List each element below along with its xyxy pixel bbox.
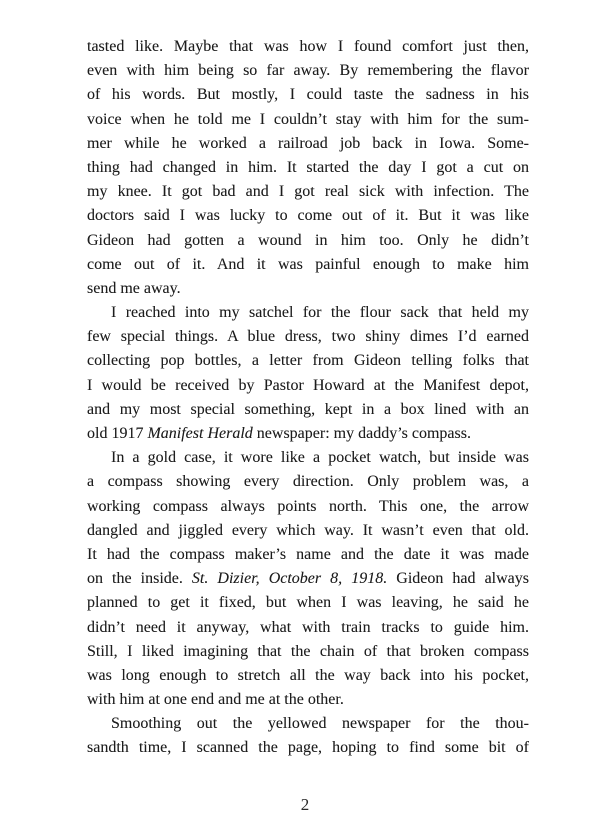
italic-text: Manifest Herald (147, 425, 253, 442)
text-line: collecting pop bottles, a letter from Gideon telling folks that (87, 352, 529, 370)
text-line: doctors said I was lucky to come out of it. But it was like (87, 207, 529, 225)
text-line: voice when he told me I couldn’t stay with him for the sum- (87, 110, 529, 128)
text-line: of his words. But mostly, I could taste the sadness in his (87, 86, 529, 104)
text-line: come out of it. And it was painful enough to make him (87, 255, 529, 273)
paragraph (87, 35, 529, 301)
italic-text: St. Dizier, October 8, 1918. (191, 570, 388, 588)
text-line: In a gold case, it wore like a pocket watch, but inside was (111, 449, 529, 467)
text-line: planned to get it fixed, but when I was leaving, he said he (87, 594, 529, 612)
text-line: didn’t need it anyway, what with train tracks to guide him. (87, 618, 529, 636)
text-line: mer while he worked a railroad job back in Iowa. Some- (87, 134, 529, 152)
text-line: tasted like. Maybe that was how I found comfort just then, (87, 38, 529, 55)
paragraph (87, 301, 529, 446)
paragraph (87, 446, 529, 712)
text-line: I reached into my satchel for the flour sack that held my (111, 304, 529, 322)
text-line: working compass always points north. This one, the arrow (87, 497, 529, 515)
text-line: was long enough to stretch all the way back into his pocket, (87, 666, 529, 684)
body-text (87, 35, 529, 761)
text-line: Gideon had gotten a wound in him too. Only he didn’t (87, 231, 529, 249)
page-number: 2 (300, 795, 310, 814)
text-line: and my most special something, kept in a box lined with an (87, 400, 529, 418)
text-line: on the inside. St. Dizier, October 8, 1918. Gideon had always (87, 570, 529, 588)
text-line: few special things. A blue dress, two shiny dimes I’d earned (87, 328, 529, 346)
text-line: Smoothing out the yellowed newspaper for the thou- (111, 715, 529, 733)
text-line: my knee. It got bad and I got real sick with infection. The (87, 183, 529, 201)
text-line: thing had changed in him. It started the day I got a cut on (87, 158, 529, 176)
text-line: sandth time, I scanned the page, hoping to find some bit of (87, 739, 529, 757)
text-line: with him at one end and me at the other. (87, 691, 344, 709)
text-line: a compass showing every direction. Only problem was, a (87, 473, 529, 491)
text-line: old 1917 Manifest Herald newspaper: my daddy’s compass. (87, 425, 471, 442)
text-line: I would be received by Pastor Howard at the Manifest depot, (87, 376, 529, 394)
text-line: It had the compass maker’s name and the date it was made (87, 545, 529, 563)
paragraph (87, 712, 529, 760)
text-line: even with him being so far away. By remembering the flavor (87, 62, 529, 80)
text-line: Still, I liked imagining that the chain of that broken compass (87, 642, 529, 660)
text-line: send me away. (87, 279, 181, 297)
text-line: dangled and jiggled every which way. It wasn’t even that old. (87, 521, 529, 539)
